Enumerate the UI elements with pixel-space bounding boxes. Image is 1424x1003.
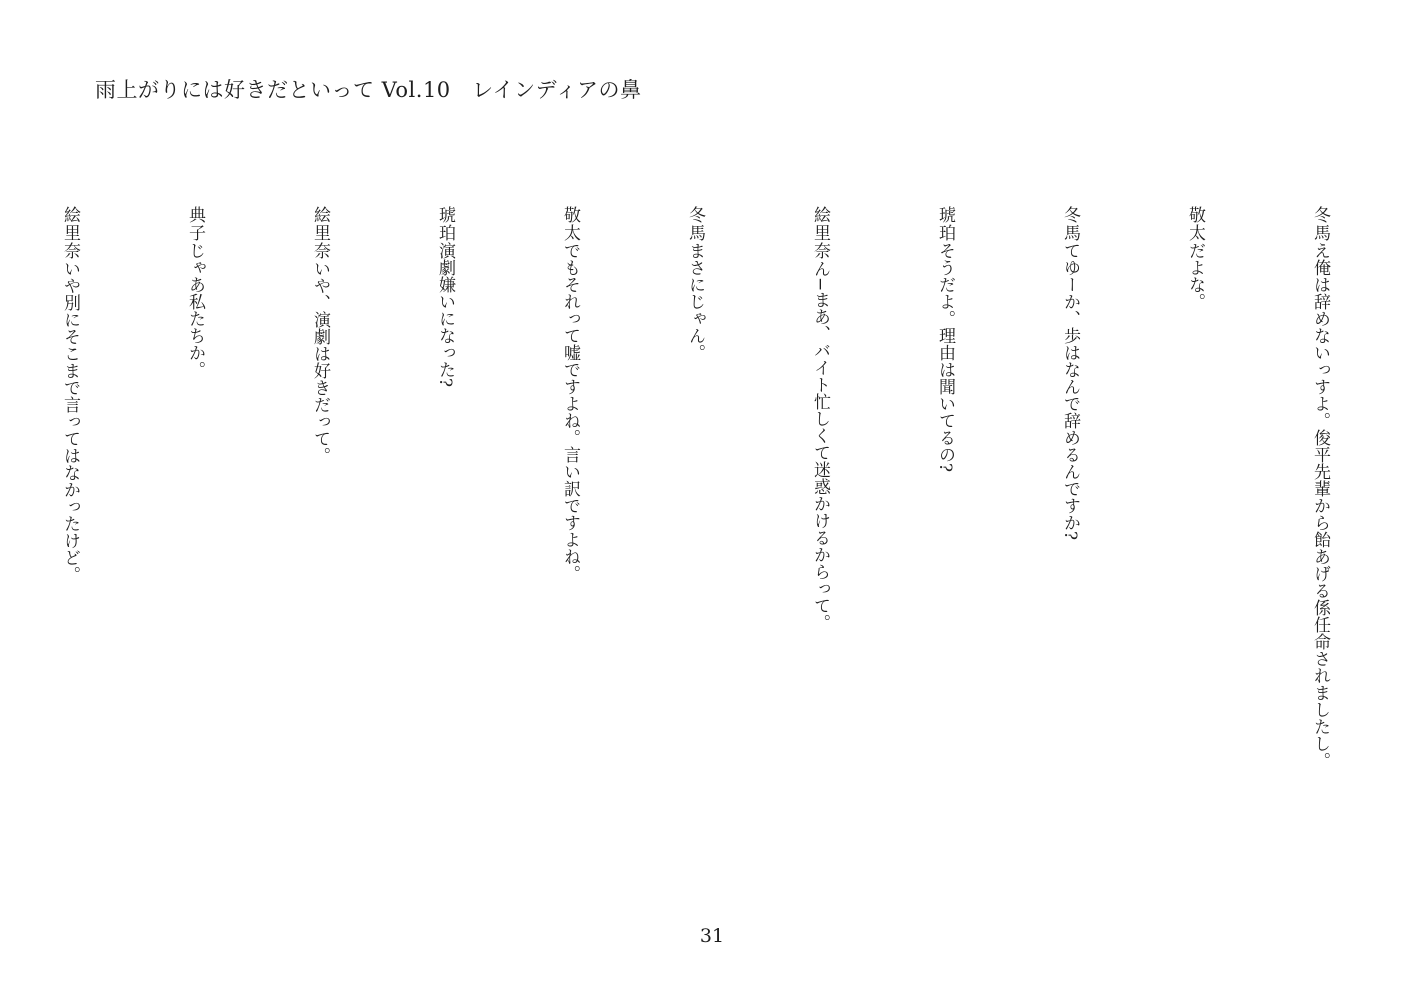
speaker-name: 琥珀 xyxy=(935,206,955,242)
speaker-name: 敬太 xyxy=(560,206,580,242)
script-body xyxy=(60,206,1335,906)
speaker-name: 絵里奈 xyxy=(310,206,330,260)
script-line xyxy=(85,206,210,906)
script-line xyxy=(960,206,1085,906)
dialogue-text: でもそれって嘘ですよね。言い訳ですよね。 xyxy=(560,242,580,582)
dialogue-text: 演劇嫌いになった? xyxy=(435,242,455,388)
speaker-name: 絵里奈 xyxy=(810,206,830,260)
script-line xyxy=(710,206,835,906)
script-line xyxy=(210,206,335,906)
script-line xyxy=(585,206,710,906)
script-line xyxy=(1210,206,1335,906)
dialogue-text: だよな。 xyxy=(1185,242,1205,310)
dialogue-text: そうだよ。理由は聞いてるの? xyxy=(935,242,955,473)
dialogue-text: ん−まあ、バイト忙しくて迷惑かけるからって。 xyxy=(810,260,830,632)
dialogue-text: まさにじゃん。 xyxy=(685,242,705,361)
dialogue-text: てゆーか、歩はなんで辞めるんですか? xyxy=(1060,242,1080,541)
script-line xyxy=(835,206,960,906)
speaker-name: 敬太 xyxy=(1185,206,1205,242)
dialogue-text: いや別にそこまで言ってはなかったけど。 xyxy=(60,260,80,583)
speaker-name: 琥珀 xyxy=(435,206,455,242)
speaker-name: 冬馬 xyxy=(1310,206,1330,242)
dialogue-text: じゃあ私たちか。 xyxy=(185,242,205,378)
speaker-name: 冬馬 xyxy=(685,206,705,242)
script-line xyxy=(460,206,585,906)
dialogue-text: え俺は辞めないっすよ。俊平先輩から飴あげる係任命されましたし。 xyxy=(1310,242,1330,769)
script-line xyxy=(335,206,460,906)
dialogue-text: いや、演劇は好きだって。 xyxy=(310,260,330,464)
speaker-name: 典子 xyxy=(185,206,205,242)
page-title: 雨上がりには好きだといって Vol.10 レインディアの鼻 xyxy=(95,78,642,102)
speaker-name: 絵里奈 xyxy=(60,206,80,260)
script-line xyxy=(1085,206,1210,906)
speaker-name: 冬馬 xyxy=(1060,206,1080,242)
script-line xyxy=(0,206,85,906)
page-number: 31 xyxy=(699,925,725,947)
